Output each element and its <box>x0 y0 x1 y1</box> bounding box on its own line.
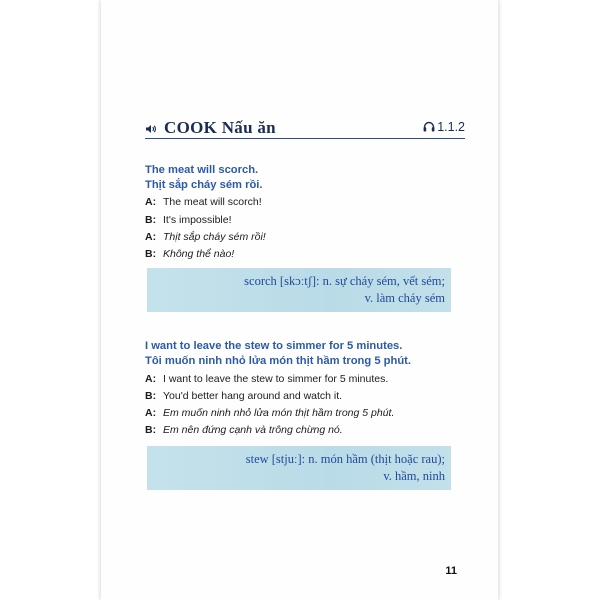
dialogue-text: You'd better hang around and watch it. <box>163 390 343 402</box>
dialogue-text: The meat will scorch! <box>163 196 262 208</box>
headphone-icon <box>423 121 435 132</box>
speaker-label: A: <box>145 196 157 208</box>
book-page <box>101 0 498 600</box>
phrase-heading <box>145 163 475 193</box>
dialogue-line <box>145 407 475 419</box>
vocab-definition: stew [stjuː]: n. món hầm (thịt hoặc rau); <box>245 452 445 466</box>
vocabulary-box <box>147 268 451 312</box>
dialogue-text: Em muốn ninh nhỏ lửa món thịt hầm trong 5 phút. <box>163 407 395 419</box>
speaker-label: B: <box>145 214 157 226</box>
speaker-label: A: <box>145 407 157 419</box>
phrase-english: I want to leave the stew to simmer for 5 minutes. <box>145 340 403 352</box>
vocab-definition: scorch [skɔːtʃ]: n. sự cháy sém, vết sém; <box>244 274 445 288</box>
section-title: COOK Nấu ăn <box>164 118 276 137</box>
vocab-definition-cont: v. làm cháy sém <box>364 291 445 305</box>
dialogue-line <box>145 390 475 402</box>
speaker-icon <box>145 123 157 135</box>
section-header <box>145 118 465 139</box>
phrase-heading <box>145 339 475 369</box>
phrase-vietnamese: Tôi muốn ninh nhỏ lửa món thịt hầm trong 5 phút. <box>145 355 411 367</box>
dialogue-line <box>145 248 475 260</box>
dialogue-line <box>145 196 475 208</box>
audio-track[interactable] <box>423 120 465 134</box>
speaker-label: B: <box>145 424 157 436</box>
vocabulary-box <box>147 446 451 490</box>
dialogue-text: Không thể nào! <box>163 248 235 260</box>
dialogue-line <box>145 424 475 436</box>
speaker-label: B: <box>145 248 157 260</box>
dialogue-line <box>145 214 475 226</box>
dialogue-text: Thịt sắp cháy sém rồi! <box>163 231 266 243</box>
dialogue-text: It's impossible! <box>163 214 232 226</box>
dialogue-line <box>145 373 475 385</box>
speaker-label: A: <box>145 373 157 385</box>
dialogue-line <box>145 231 475 243</box>
speaker-label: B: <box>145 390 157 402</box>
vocab-definition-cont: v. hầm, ninh <box>383 469 445 483</box>
phrase-vietnamese: Thịt sắp cháy sém rồi. <box>145 179 263 191</box>
dialogue-text: I want to leave the stew to simmer for 5 minutes. <box>163 373 389 385</box>
dialogue-text: Em nên đứng cạnh và trông chừng nó. <box>163 424 343 436</box>
speaker-label: A: <box>145 231 157 243</box>
track-number: 1.1.2 <box>437 120 465 134</box>
phrase-english: The meat will scorch. <box>145 164 259 176</box>
page-number: 11 <box>445 565 457 577</box>
